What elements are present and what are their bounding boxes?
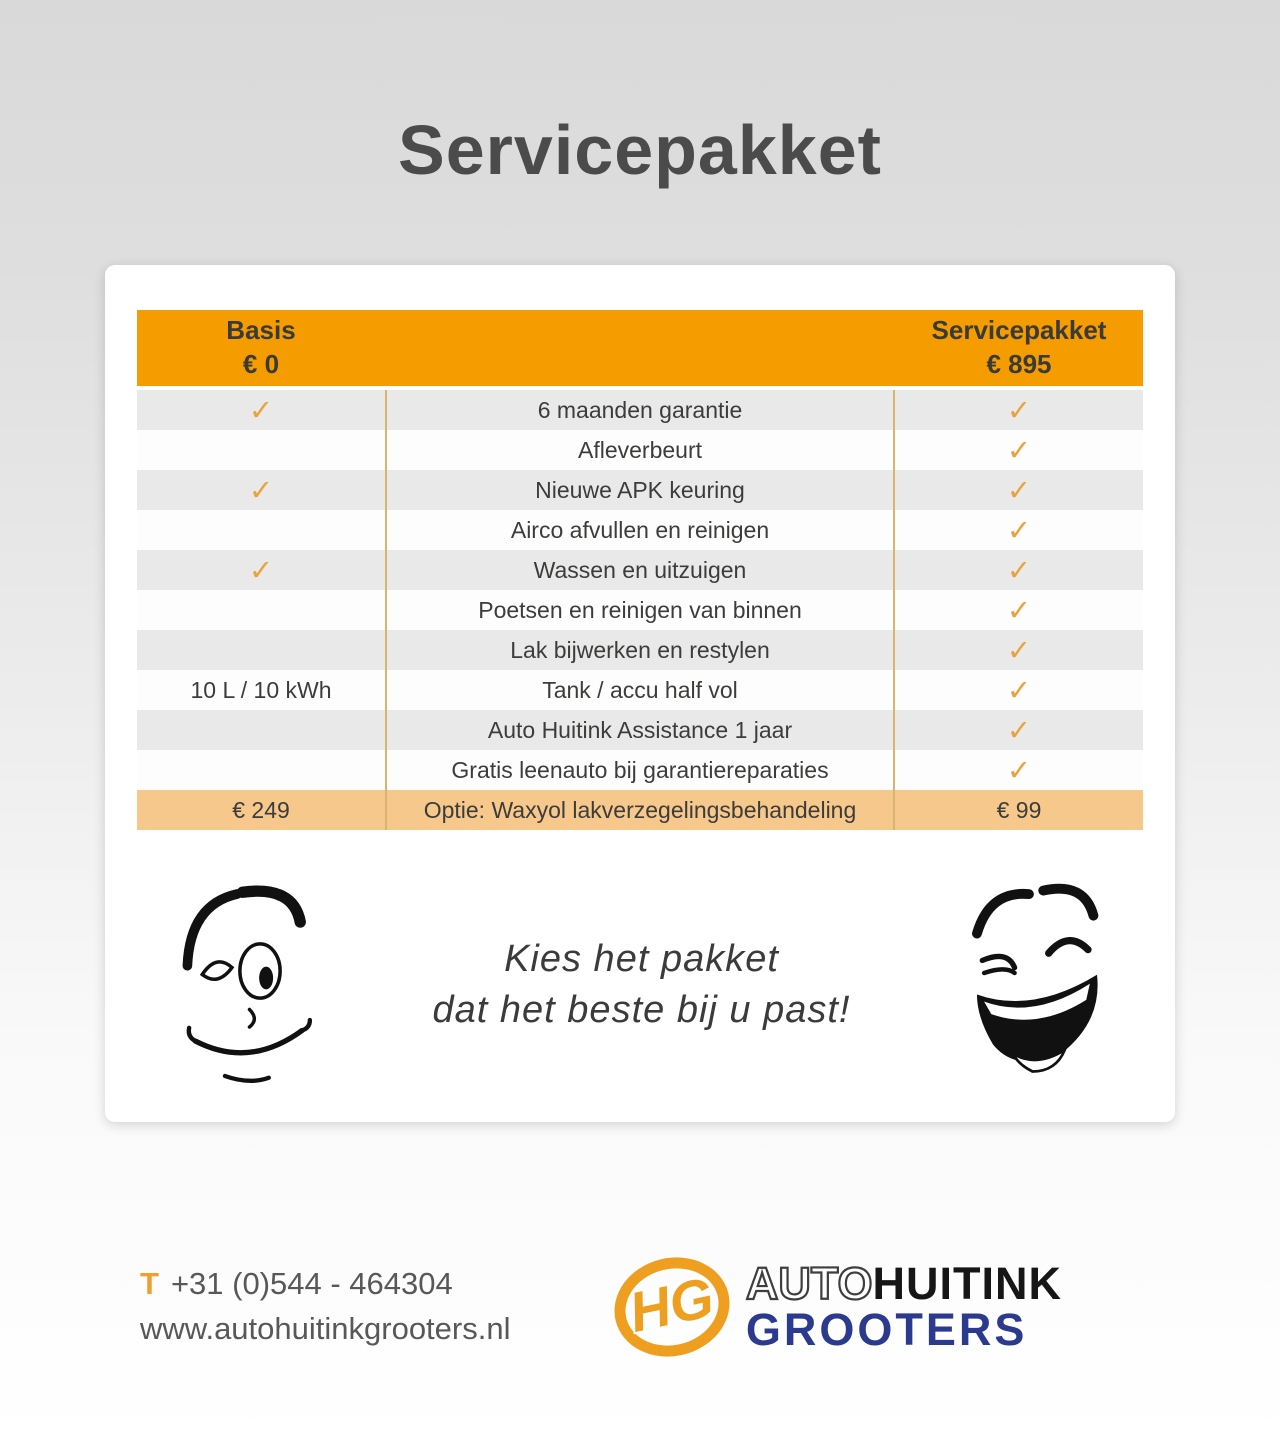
basis-cell bbox=[137, 750, 385, 790]
feature-cell: 6 maanden garantie bbox=[385, 390, 895, 430]
table-row bbox=[137, 550, 1143, 590]
footer bbox=[140, 1258, 1062, 1356]
servicepakket-cell bbox=[895, 630, 1143, 670]
table-row bbox=[137, 590, 1143, 630]
basis-cell bbox=[137, 430, 385, 470]
hg-monogram: HG bbox=[623, 1264, 719, 1345]
table-row bbox=[137, 510, 1143, 550]
basis-cell bbox=[137, 390, 385, 430]
feature-cell: Nieuwe APK keuring bbox=[385, 470, 895, 510]
basis-price: € 0 bbox=[242, 349, 280, 379]
table-header-row bbox=[137, 310, 1143, 386]
basis-cell: € 249 bbox=[232, 796, 290, 823]
check-icon: ✓ bbox=[1006, 632, 1032, 667]
feature-cell: Gratis leenauto bij garantiereparaties bbox=[385, 750, 895, 790]
check-icon: ✓ bbox=[1006, 592, 1032, 627]
servicepakket-cell bbox=[895, 670, 1143, 710]
servicepakket-card bbox=[105, 265, 1175, 1122]
feature-cell: Wassen en uitzuigen bbox=[385, 550, 895, 590]
brand-word-huitink: HUITINK bbox=[872, 1258, 1062, 1310]
check-icon: ✓ bbox=[248, 392, 274, 427]
check-icon: ✓ bbox=[1006, 392, 1032, 427]
brand-line1 bbox=[745, 1258, 1062, 1310]
contact-block bbox=[140, 1262, 510, 1352]
servicepakket-cell bbox=[895, 510, 1143, 550]
feature-cell: Poetsen en reinigen van binnen bbox=[385, 590, 895, 630]
servicepakket-label: Servicepakket bbox=[931, 315, 1107, 346]
check-icon: ✓ bbox=[1006, 752, 1032, 787]
servicepakket-column-header bbox=[895, 310, 1143, 386]
laughing-face-right-image bbox=[940, 878, 1125, 1093]
basis-cell bbox=[137, 470, 385, 510]
servicepakket-cell bbox=[895, 430, 1143, 470]
basis-cell bbox=[137, 590, 385, 630]
basis-cell bbox=[137, 550, 385, 590]
check-icon: ✓ bbox=[1006, 472, 1032, 507]
basis-column-header bbox=[137, 310, 385, 386]
pricing-table bbox=[137, 310, 1143, 830]
table-row bbox=[137, 670, 1143, 710]
feature-cell: Auto Huitink Assistance 1 jaar bbox=[385, 710, 895, 750]
servicepakket-price: € 895 bbox=[986, 349, 1052, 379]
brand-word-auto: AUTO bbox=[745, 1258, 873, 1310]
table-row bbox=[137, 470, 1143, 510]
servicepakket-cell bbox=[895, 750, 1143, 790]
phone-line bbox=[140, 1262, 510, 1307]
page-title: Servicepakket bbox=[398, 111, 882, 189]
tagline-line2: dat het beste bij u past! bbox=[432, 989, 851, 1031]
check-icon: ✓ bbox=[1006, 672, 1032, 707]
faces-section bbox=[163, 870, 1125, 1100]
header-spacer bbox=[385, 310, 895, 386]
brand-wordmark bbox=[745, 1258, 1062, 1355]
table-row bbox=[137, 630, 1143, 670]
feature-cell: Lak bijwerken en restylen bbox=[385, 630, 895, 670]
servicepakket-cell bbox=[895, 390, 1143, 430]
servicepakket-cell: € 99 bbox=[996, 796, 1042, 823]
servicepakket-cell bbox=[895, 710, 1143, 750]
feature-cell: Tank / accu half vol bbox=[385, 670, 895, 710]
feature-cell: Optie: Waxyol lakverzegelingsbehandeling bbox=[385, 790, 895, 830]
table-row bbox=[137, 750, 1143, 790]
servicepakket-cell bbox=[895, 470, 1143, 510]
servicepakket-cell bbox=[895, 590, 1143, 630]
servicepakket-cell bbox=[895, 550, 1143, 590]
website-url: www.autohuitinkgrooters.nl bbox=[140, 1311, 511, 1346]
check-icon: ✓ bbox=[1006, 712, 1032, 747]
check-icon: ✓ bbox=[1006, 552, 1032, 587]
table-row bbox=[137, 790, 1143, 830]
table-row bbox=[137, 430, 1143, 470]
feature-cell: Afleverbeurt bbox=[385, 430, 895, 470]
check-icon: ✓ bbox=[248, 552, 274, 587]
feature-cell: Airco afvullen en reinigen bbox=[385, 510, 895, 550]
phone-number: +31 (0)544 - 464304 bbox=[170, 1266, 453, 1302]
tagline bbox=[433, 934, 851, 1037]
basis-label: Basis bbox=[226, 315, 296, 346]
check-icon: ✓ bbox=[1006, 432, 1032, 467]
basis-cell bbox=[137, 630, 385, 670]
table-body bbox=[137, 390, 1143, 830]
happy-face-left-image bbox=[163, 880, 343, 1090]
hg-logo-icon bbox=[604, 1245, 740, 1368]
basis-cell: 10 L / 10 kWh bbox=[190, 676, 332, 703]
check-icon: ✓ bbox=[1006, 512, 1032, 547]
table-row bbox=[137, 390, 1143, 430]
brand-logo bbox=[614, 1258, 1062, 1356]
tagline-line1: Kies het pakket bbox=[504, 937, 779, 980]
basis-cell bbox=[137, 710, 385, 750]
table-row bbox=[137, 710, 1143, 750]
brand-word-grooters: GROOTERS bbox=[745, 1304, 1028, 1355]
basis-cell bbox=[137, 510, 385, 550]
phone-prefix: T bbox=[140, 1266, 159, 1302]
check-icon: ✓ bbox=[248, 472, 274, 507]
